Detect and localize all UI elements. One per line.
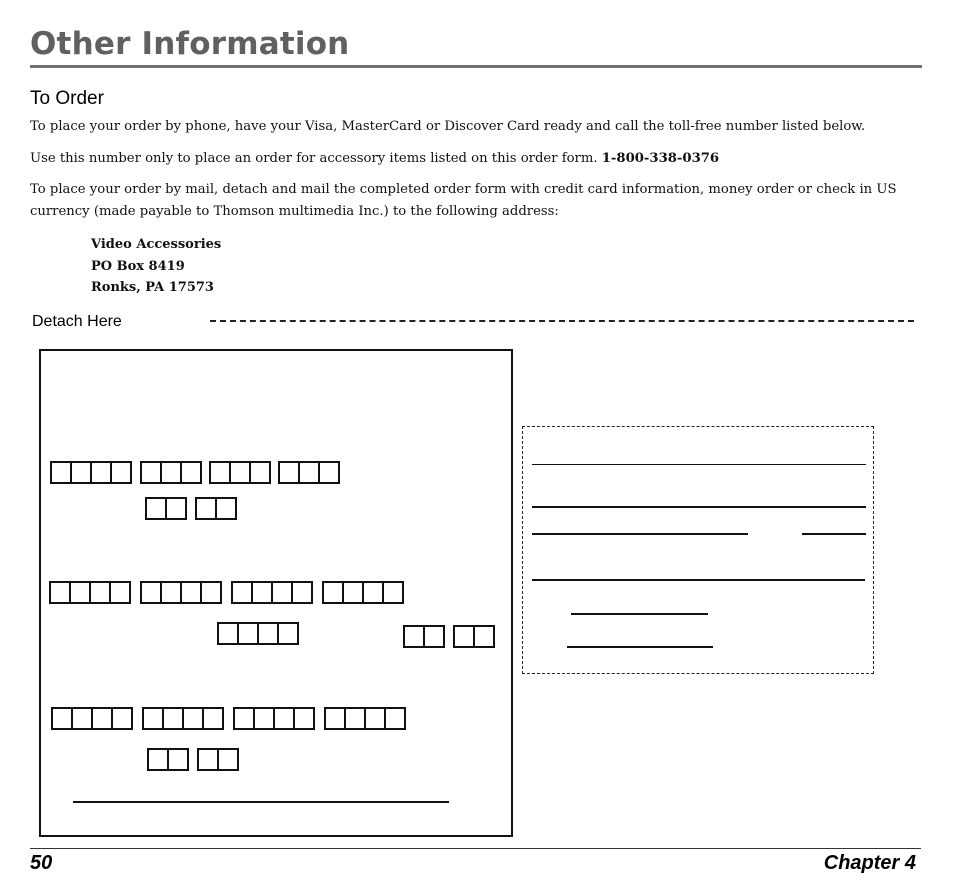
- expiry-year-boxes-1[interactable]: [195, 497, 237, 520]
- address-line-3: Ronks, PA 17573: [91, 280, 214, 295]
- phone-line[interactable]: [571, 613, 708, 615]
- phone-number: 1-800-338-0376: [601, 151, 720, 166]
- signature-line[interactable]: [73, 801, 449, 803]
- card-number-boxes-3b[interactable]: [142, 707, 224, 730]
- number-usage-text: Use this number only to place an order for accessory items listed on this order form.: [30, 151, 598, 166]
- expiry-month-boxes-2[interactable]: [403, 625, 445, 648]
- page-title: Other Information: [30, 26, 350, 62]
- card-number-boxes-3d[interactable]: [324, 707, 406, 730]
- card-number-boxes-2a[interactable]: [49, 581, 131, 604]
- address-line-2: PO Box 8419: [91, 258, 185, 274]
- phone-order-paragraph: To place your order by phone, have your Visa, MasterCard or Discover Card ready and call the toll-free number listed below.: [30, 119, 866, 134]
- date-line[interactable]: [567, 646, 713, 648]
- mail-order-paragraph: To place your order by mail, detach and mail the completed order form with credit card information, money order or check in US currency (made payable to Thomson multimedia Inc.) to the following address:: [30, 182, 897, 219]
- number-usage-paragraph: [30, 148, 910, 170]
- card-number-boxes-2c[interactable]: [231, 581, 313, 604]
- card-number-boxes-2d[interactable]: [322, 581, 404, 604]
- chapter-label: Chapter 4: [823, 852, 916, 874]
- state-line[interactable]: [802, 533, 866, 535]
- card-number-boxes-1b[interactable]: [140, 461, 202, 484]
- card-number-boxes-1d[interactable]: [278, 461, 340, 484]
- expiry-month-boxes-1[interactable]: [145, 497, 187, 520]
- expiry-year-boxes-3[interactable]: [197, 748, 239, 771]
- expiry-year-boxes-2[interactable]: [453, 625, 495, 648]
- zip-line[interactable]: [532, 579, 865, 581]
- card-number-boxes-3a[interactable]: [51, 707, 133, 730]
- card-number-boxes-2b[interactable]: [140, 581, 222, 604]
- card-number-boxes-1a[interactable]: [50, 461, 132, 484]
- city-line[interactable]: [532, 533, 748, 535]
- expiry-month-boxes-3[interactable]: [147, 748, 189, 771]
- mailing-address: [91, 234, 221, 299]
- footer-rule: [30, 848, 921, 849]
- section-heading: To Order: [30, 88, 104, 109]
- code-boxes-2[interactable]: [217, 622, 299, 645]
- detach-dashed-line: [210, 320, 914, 322]
- card-number-boxes-3c[interactable]: [233, 707, 315, 730]
- address-line-1: Video Accessories: [91, 237, 222, 252]
- name-line[interactable]: [532, 464, 866, 465]
- title-rule: [30, 65, 922, 68]
- detach-label: Detach Here: [32, 313, 122, 330]
- page-number: 50: [30, 852, 53, 874]
- street-line[interactable]: [532, 506, 866, 508]
- card-number-boxes-1c[interactable]: [209, 461, 271, 484]
